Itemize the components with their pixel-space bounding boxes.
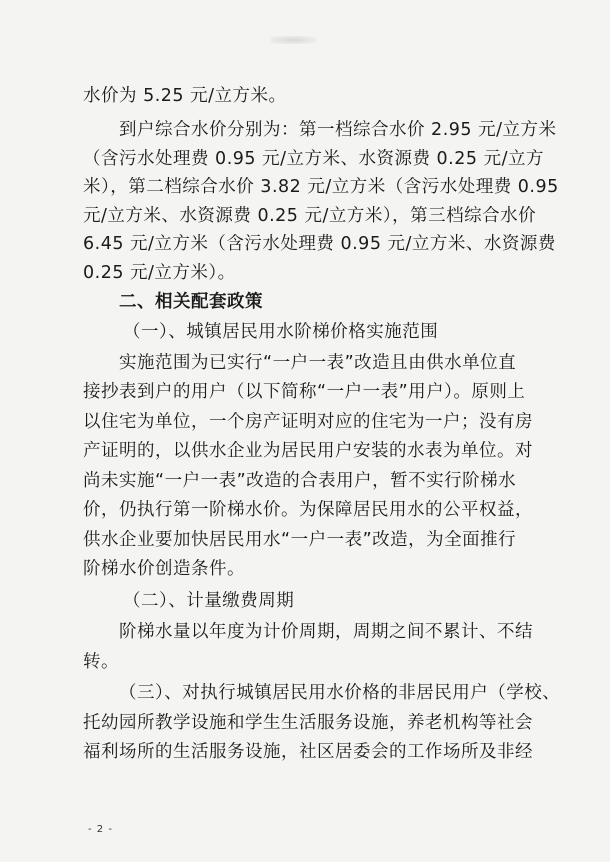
page-number: - 2 - bbox=[88, 824, 113, 835]
text-line: 福利场所的生活服务设施，社区居委会的工作场所及非经 bbox=[83, 742, 533, 762]
text-line: 0.25 元/立方米）。 bbox=[83, 263, 236, 283]
text-line: 托幼园所教学设施和学生生活服务设施，养老机构等社会 bbox=[83, 713, 533, 733]
text-line: 阶梯水量以年度为计价周期，周期之间不累计、不结 bbox=[119, 622, 533, 642]
text-line: 供水企业要加快居民用水“一户一表”改造，为全面推行 bbox=[83, 530, 517, 550]
text-line: 到户综合水价分别为：第一档综合水价 2.95 元/立方米 bbox=[119, 120, 557, 140]
subsection-heading: （一）、城镇居民用水阶梯价格实施范围 bbox=[123, 322, 439, 342]
text-line: 尚未实施“一户一表”改造的合表用户，暂不实行阶梯水 bbox=[83, 471, 517, 491]
text-line: 价，仍执行第一阶梯水价。为保障居民用水的公平权益， bbox=[83, 500, 533, 520]
text-line: 产证明的，以供水企业为居民用户安装的水表为单位。对 bbox=[83, 441, 533, 461]
section-heading: 二、相关配套政策 bbox=[119, 292, 263, 312]
text-line: 阶梯水价创造条件。 bbox=[83, 559, 245, 579]
subsection-heading: （二）、计量缴费周期 bbox=[123, 591, 295, 611]
text-line: 6.45 元/立方米（含污水处理费 0.95 元/立方米、水资源费 bbox=[83, 234, 556, 254]
text-line: 转。 bbox=[83, 652, 119, 672]
text-line: 元/立方米、水资源费 0.25 元/立方米），第三档综合水价 bbox=[83, 206, 537, 226]
text-line: 实施范围为已实行“一户一表”改造且由供水单位直 bbox=[119, 353, 517, 373]
text-line: 接抄表到户的用户（以下简称“一户一表”用户）。原则上 bbox=[83, 382, 526, 402]
subsection-heading: （三）、对执行城镇居民用水价格的非居民用户（学校、 bbox=[119, 683, 561, 703]
text-line: （含污水处理费 0.95 元/立方米、水资源费 0.25 元/立方 bbox=[83, 149, 544, 169]
text-line: 水价为 5.25 元/立方米。 bbox=[83, 86, 287, 106]
faint-stamp-mark bbox=[270, 36, 316, 44]
text-line: 米），第二档综合水价 3.82 元/立方米（含污水处理费 0.95 bbox=[83, 177, 559, 197]
text-line: 以住宅为单位，一个房产证明对应的住宅为一户；没有房 bbox=[83, 412, 533, 432]
